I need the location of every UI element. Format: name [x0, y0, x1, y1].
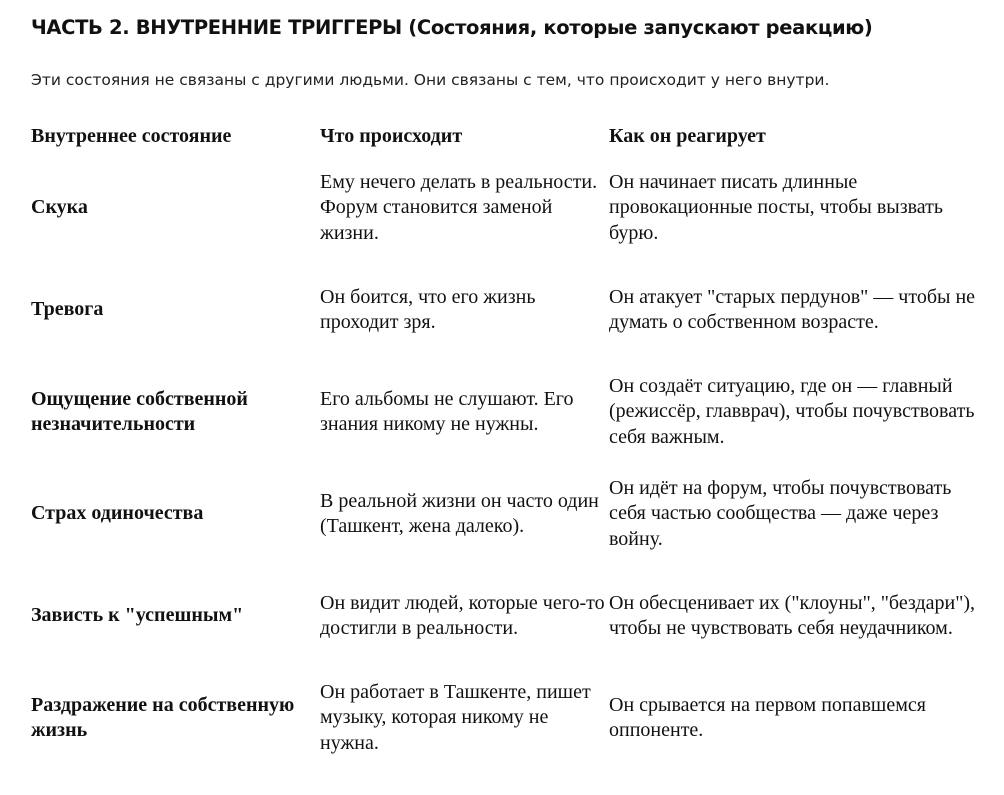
- state-cell: Зависть к "успешным": [31, 604, 244, 627]
- table-row: [31, 565, 986, 667]
- column-header-what: Что происходит: [320, 124, 463, 147]
- what-cell: Он работает в Ташкенте, пишет музыку, которая никому не нужна.: [320, 680, 591, 754]
- reaction-cell: Он начинает писать длинные провокационные посты, чтобы вызвать бурю.: [609, 170, 944, 244]
- table-header-row: [31, 116, 986, 157]
- column-header-reaction: Как он реагирует: [609, 124, 766, 147]
- reaction-cell: Он атакует "старых пердунов" — чтобы не думать о собственном возрасте.: [609, 285, 976, 333]
- what-cell: В реальной жизни он часто один (Ташкент, жена далеко).: [320, 489, 599, 537]
- what-cell: Его альбомы не слушают. Его знания никому не нужны.: [320, 387, 574, 435]
- state-cell: Ощущение собственной незначительности: [31, 387, 248, 435]
- reaction-cell: Он срывается на первом попавшемся оппоненте.: [609, 693, 926, 741]
- reaction-cell: Он идёт на форум, чтобы почувствовать себя частью сообщества — даже через войну.: [609, 476, 952, 550]
- what-cell: Он боится, что его жизнь проходит зря.: [320, 285, 536, 333]
- state-cell: Тревога: [31, 298, 104, 321]
- section-heading: ЧАСТЬ 2. ВНУТРЕННИЕ ТРИГГЕРЫ (Состояния, которые запускают реакцию): [31, 16, 873, 39]
- internal-triggers-table: [31, 116, 986, 769]
- what-cell: Ему нечего делать в реальности. Форум становится заменой жизни.: [320, 170, 598, 244]
- state-cell: Скука: [31, 196, 88, 219]
- table-row: [31, 667, 986, 769]
- intro-paragraph: Эти состояния не связаны с другими людьми. Они связаны с тем, что происходит у него внутри.: [31, 71, 830, 89]
- table-row: [31, 463, 986, 565]
- reaction-cell: Он создаёт ситуацию, где он — главный (режиссёр, главврач), чтобы почувствовать себя важным.: [609, 374, 975, 448]
- what-cell: Он видит людей, которые чего-то достигли в реальности.: [320, 591, 605, 639]
- table-row: [31, 361, 986, 463]
- reaction-cell: Он обесценивает их ("клоуны", "бездари"), чтобы не чувствовать себя неудачником.: [609, 591, 976, 639]
- table-row: [31, 259, 986, 361]
- state-cell: Раздражение на собственную жизнь: [31, 693, 295, 741]
- state-cell: Страх одиночества: [31, 502, 204, 525]
- table-row: [31, 157, 986, 259]
- column-header-state: Внутреннее состояние: [31, 124, 232, 147]
